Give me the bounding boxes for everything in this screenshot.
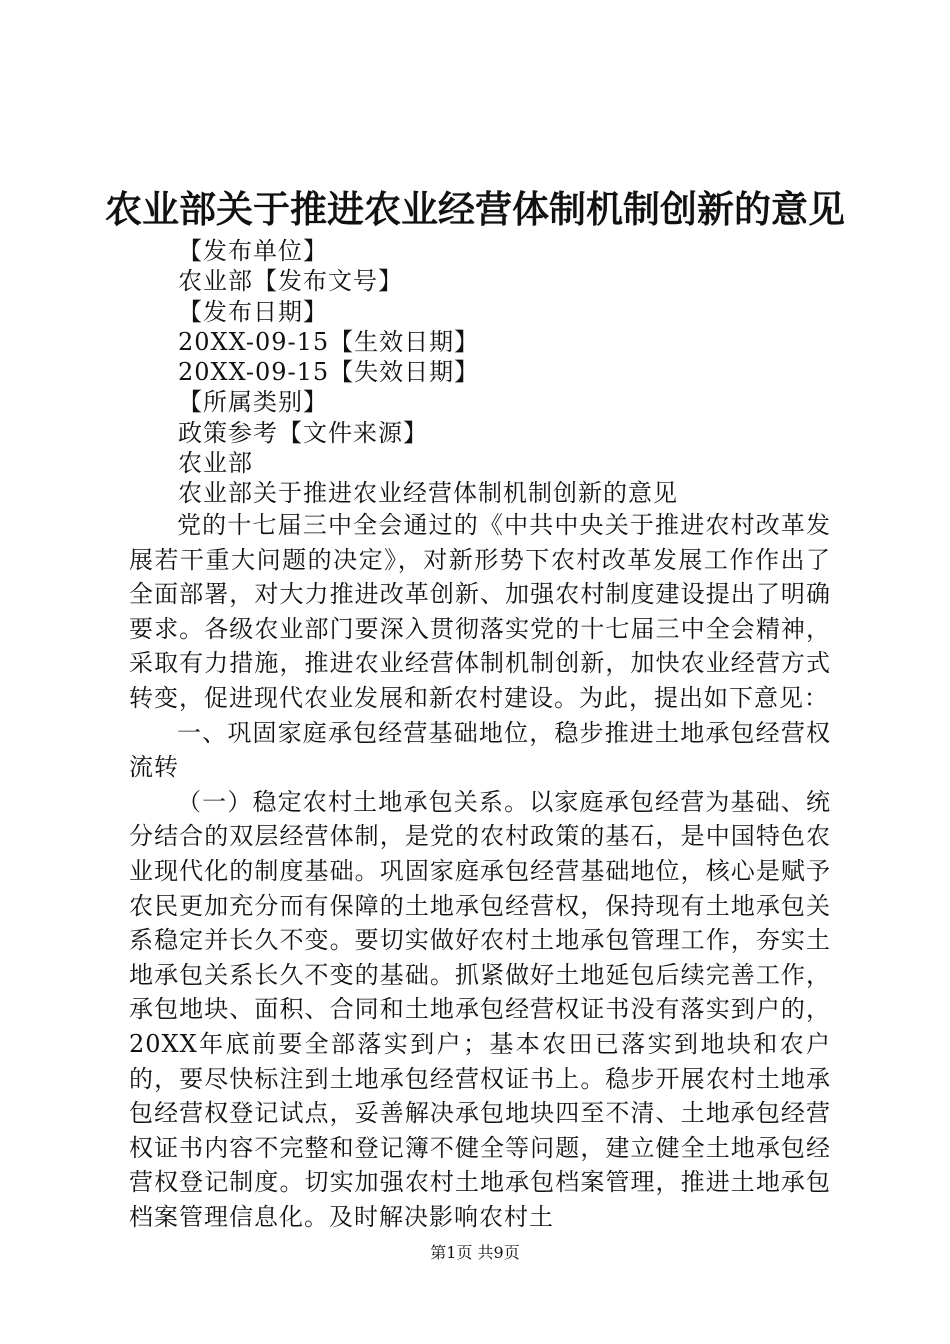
paragraph: 党的十七届三中全会通过的《中共中央关于推进农村改革发展若干重大问题的决定》，对新形势下农村改革发展工作作出了全面部署，对大力推进改革创新、加强农村制度建设提出了明确要求。各级农业部门要深入贯彻落实党的十七届三中全会精神，采取有力措施，推进农业经营体制机制创新，加快农业经营方式转变，促进现代农业发展和新农村建设。为此，提出如下意见：: [129, 511, 831, 712]
meta-line: 政策参考【文件来源】: [178, 418, 428, 447]
page-footer: 第1页 共9页: [430, 1243, 520, 1262]
document-meta: [178, 236, 678, 509]
meta-line: 农业部: [178, 449, 253, 478]
meta-line: 农业部【发布文号】: [178, 267, 403, 296]
paragraph: （一）稳定农村土地承包关系。以家庭承包经营为基础、统分结合的双层经营体制，是党的农村政策的基石，是中国特色农业现代化的制度基础。巩固家庭承包经营基础地位，核心是赋予农民更加充分而有保障的土地承包经营权，保持现有土地承包关系稳定并长久不变。要切实做好农村土地承包管理工作，夯实土地承包关系长久不变的基础。抓紧做好土地延包后续完善工作，承包地块、面积、合同和土地承包经营权证书没有落实到户的，20XX年底前要全部落实到户；基本农田已落实到地块和农户的，要尽快标注到土地承包经营权证书上。稳步开展农村土地承包经营权登记试点，妥善解决承包地块四至不清、土地承包经营权证书内容不完整和登记簿不健全等问题，建立健全土地承包经营权登记制度。切实加强农村土地承包档案管理，推进土地承包档案管理信息化。及时解决影响农村土: [129, 787, 831, 1231]
document-title: 农业部关于推进农业经营体制机制创新的意见: [105, 187, 845, 231]
meta-line: 20XX-09-15【生效日期】: [178, 327, 480, 356]
meta-line: 【发布日期】: [178, 297, 328, 326]
meta-line: 【发布单位】: [178, 237, 328, 265]
document-body: [129, 508, 831, 1234]
meta-line: 20XX-09-15【失效日期】: [178, 358, 480, 387]
meta-line: 【所属类别】: [178, 388, 328, 417]
paragraph: 一、巩固家庭承包经营基础地位，稳步推进土地承包经营权流转: [129, 718, 831, 782]
meta-line: 农业部关于推进农业经营体制机制创新的意见: [178, 479, 678, 508]
